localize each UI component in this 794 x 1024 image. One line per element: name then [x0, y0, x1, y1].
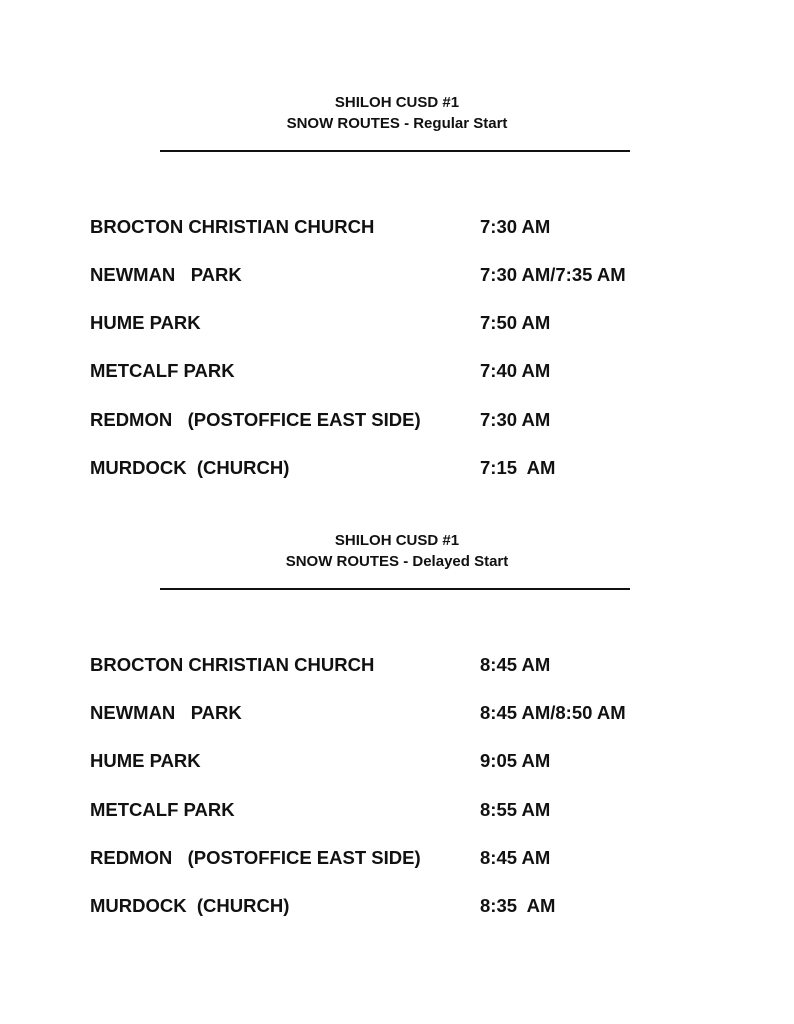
stop-time: 7:30 AM [480, 409, 551, 430]
stop-location: REDMON (POSTOFFICE EAST SIDE) [90, 847, 421, 868]
stop-location: NEWMAN PARK [90, 264, 242, 285]
stop-row [0, 750, 794, 776]
stop-row [0, 654, 794, 680]
stop-time: 7:40 AM [480, 360, 551, 381]
district-title: SHILOH CUSD #1 [334, 532, 460, 549]
stop-time: 7:50 AM [480, 312, 551, 333]
stop-location: NEWMAN PARK [90, 702, 242, 723]
district-title: SHILOH CUSD #1 [334, 94, 460, 111]
stop-time: 7:15 AM [480, 457, 556, 478]
stop-location: MURDOCK (CHURCH) [90, 457, 290, 478]
stop-row [0, 847, 794, 873]
stop-row [0, 312, 794, 338]
stop-time: 7:30 AM [480, 216, 551, 237]
stop-row [0, 799, 794, 825]
stop-location: HUME PARK [90, 750, 201, 771]
stop-row [0, 360, 794, 386]
stop-row [0, 264, 794, 290]
stop-time: 8:35 AM [480, 895, 556, 916]
stop-location: MURDOCK (CHURCH) [90, 895, 290, 916]
stop-time: 8:45 AM [480, 654, 551, 675]
stop-time: 8:55 AM [480, 799, 551, 820]
stop-row [0, 457, 794, 483]
stop-location: REDMON (POSTOFFICE EAST SIDE) [90, 409, 421, 430]
stop-row [0, 702, 794, 728]
stop-row [0, 409, 794, 435]
stop-time: 8:45 AM/8:50 AM [480, 702, 626, 723]
stop-time: 9:05 AM [480, 750, 551, 771]
section-header [0, 530, 794, 572]
stop-location: BROCTON CHRISTIAN CHURCH [90, 216, 375, 237]
stop-location: METCALF PARK [90, 360, 235, 381]
header-divider [160, 588, 630, 590]
stop-time: 7:30 AM/7:35 AM [480, 264, 626, 285]
stop-location: METCALF PARK [90, 799, 235, 820]
header-divider [160, 150, 630, 152]
stop-location: HUME PARK [90, 312, 201, 333]
stop-time: 8:45 AM [480, 847, 551, 868]
section-header [0, 92, 794, 134]
section-subtitle: SNOW ROUTES - Delayed Start [285, 553, 509, 570]
stop-row [0, 216, 794, 242]
stop-row [0, 895, 794, 921]
stop-location: BROCTON CHRISTIAN CHURCH [90, 654, 375, 675]
section-subtitle: SNOW ROUTES - Regular Start [286, 115, 508, 132]
